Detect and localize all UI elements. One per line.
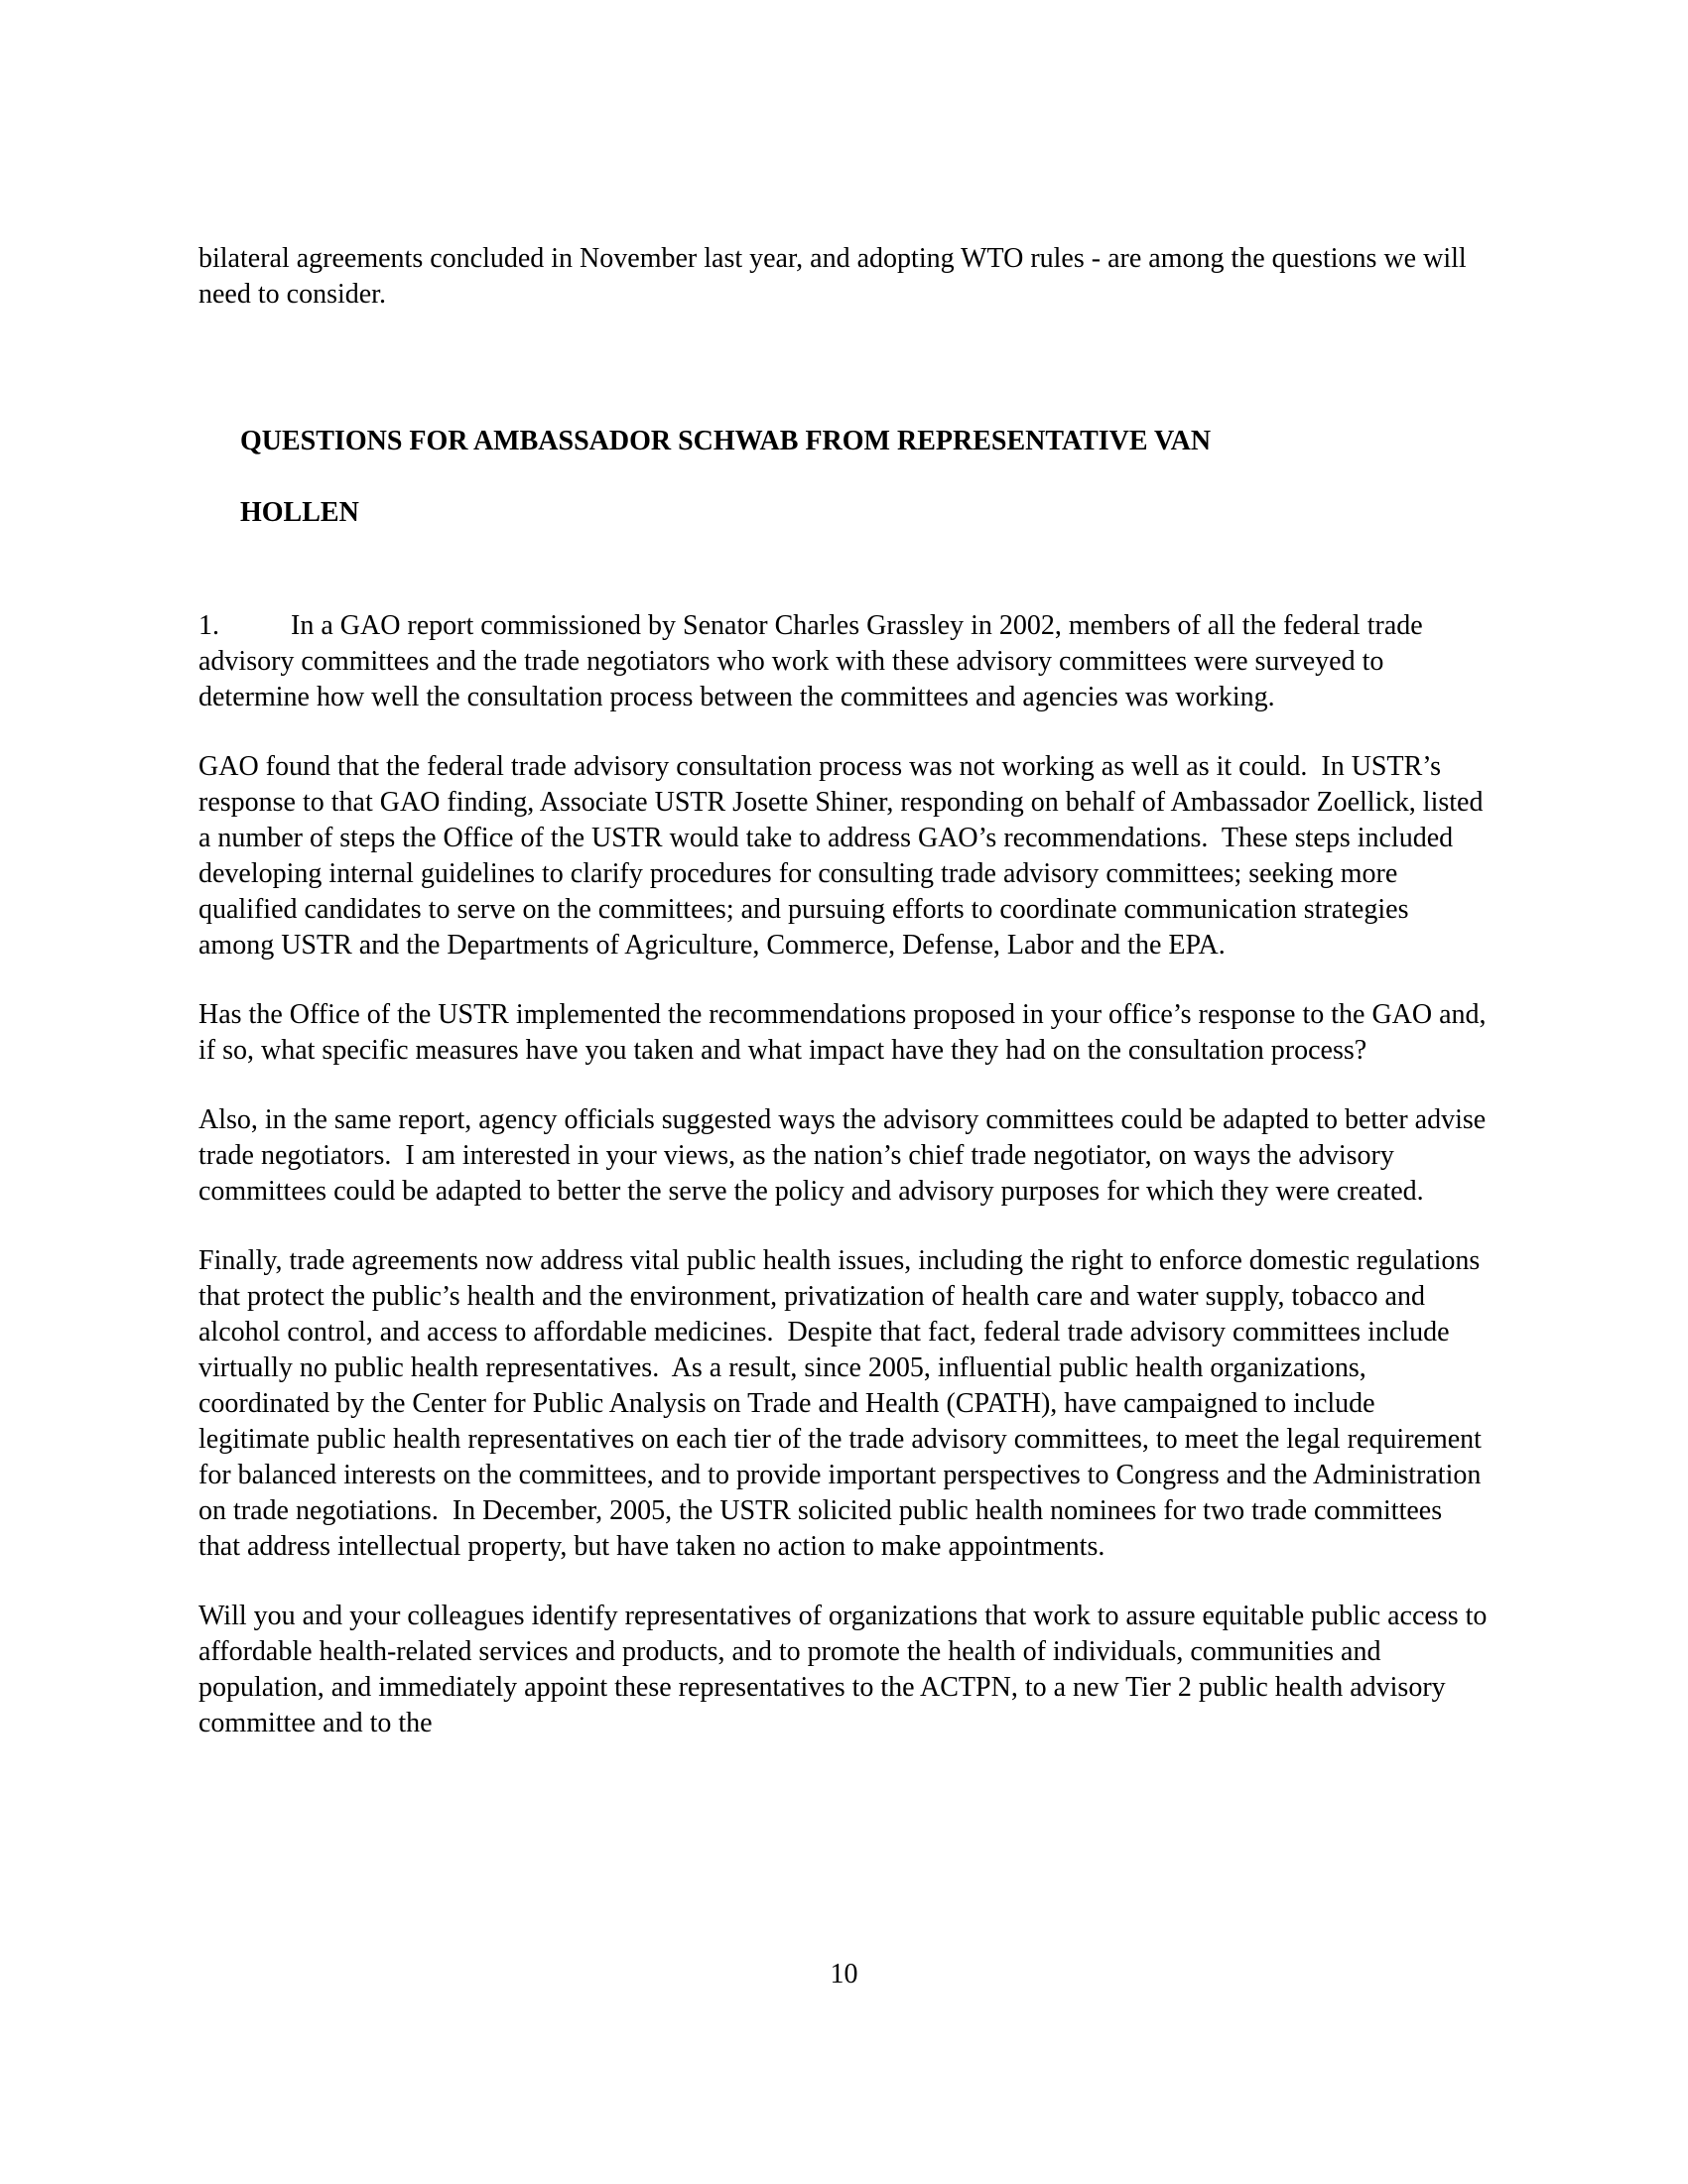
- section-heading-line1: QUESTIONS FOR AMBASSADOR SCHWAB FROM REPRESENTATIVE VAN: [240, 426, 1212, 456]
- question-number: 1.: [198, 610, 219, 641]
- intro-paragraph: bilateral agreements concluded in November last year, and adopting WTO rules - are among the questions we will need to consider.: [198, 243, 1474, 310]
- paragraph-adaptation-question: Also, in the same report, agency officials suggested ways the advisory committees could be adapted to better advise trade negotiators. I am interested in your views, as the nation’s chief trade negotiator, on ways the advisory committees could be adapted to better the serve the policy and advisory purposes for which they were created.: [198, 1104, 1493, 1207]
- paragraph-implementation-question: Has the Office of the USTR implemented the recommendations proposed in your office’s response to the GAO and, if so, what specific measures have you taken and what impact have they had on the consultation process?: [198, 999, 1493, 1066]
- section-heading-line2: HOLLEN: [240, 497, 359, 528]
- page-number: 10: [830, 1959, 858, 1990]
- section-heading: [198, 388, 1489, 567]
- paragraph-gao-findings: GAO found that the federal trade advisory consultation process was not working as well as it could. In USTR’s response to that GAO finding, Associate USTR Josette Shiner, responding on behalf of Ambassador Zoellick, listed a number of steps the Office of the USTR would take to address GAO’s recommendations. These steps included developing internal guidelines to clarify procedures for consulting trade advisory committees; seeking more qualified candidates to serve on the committees; and pursuing efforts to coordinate communication strategies among USTR and the Departments of Agriculture, Commerce, Defense, Labor and the EPA.: [198, 751, 1491, 961]
- question-1-paragraph: [198, 608, 1489, 715]
- document-body: [198, 241, 1494, 1775]
- paragraph-public-health: Finally, trade agreements now address vital public health issues, including the right to enforce domestic regulations that protect the public’s health and the environment, privatization of health care and water supply, tobacco and alcohol control, and access to affordable medicines. Despite that fact, federal trade advisory committees include virtually no public health representatives. As a result, since 2005, influential public health organizations, coordinated by the Center for Public Analysis on Trade and Health (CPATH), have campaigned to include legitimate public health representatives on each tier of the trade advisory committees, to meet the legal requirement for balanced interests on the committees, and to provide important perspectives to Congress and the Administration on trade negotiations. In December, 2005, the USTR solicited public health nominees for two trade committees that address intellectual property, but have taken no action to make appointments.: [198, 1245, 1489, 1562]
- paragraph-appointment-request: Will you and your colleagues identify representatives of organizations that work to assure equitable public access to affordable health-related services and products, and to promote the health of individuals, communities and population, and immediately appoint these representatives to the ACTPN, to a new Tier 2 public health advisory committee and to the: [198, 1601, 1494, 1738]
- question-1-text: In a GAO report commissioned by Senator Charles Grassley in 2002, members of all the federal trade advisory committees and the trade negotiators who work with these advisory committees were surveyed to determine how well the consultation process between the committees and agencies was working.: [198, 610, 1430, 712]
